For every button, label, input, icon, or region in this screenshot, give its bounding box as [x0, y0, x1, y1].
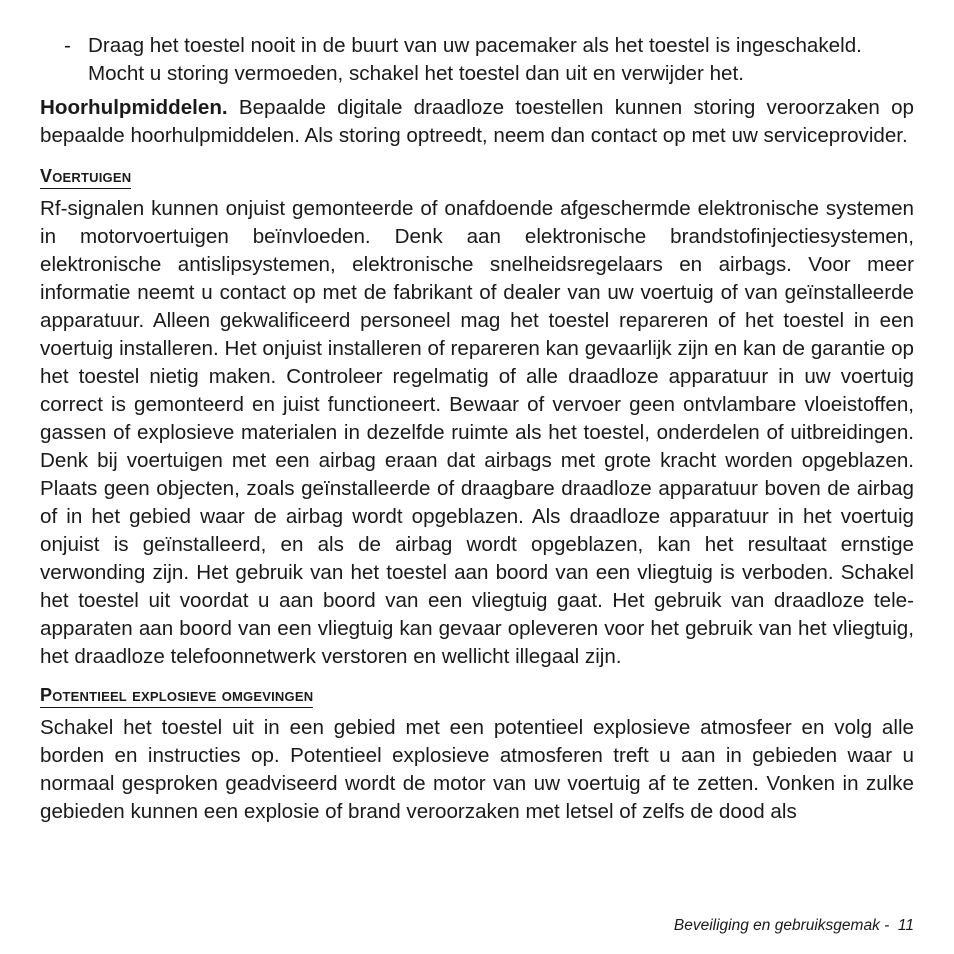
vehicles-heading: Voertuigen: [40, 165, 131, 189]
hearing-aids-lead: Hoorhulpmiddelen.: [40, 96, 228, 119]
bullet-text: Draag het toestel nooit in de buurt van uw pacemaker als het toestel is ingeschakeld. Mocht u storing vermoeden, schakel het toestel dan uit en verwijder het.: [88, 34, 862, 85]
hearing-aids-paragraph: [40, 94, 914, 150]
bullet-dash: -: [64, 34, 71, 57]
document-page: [40, 32, 914, 826]
page-footer: Beveiliging en gebruiksgemak - 11: [673, 917, 914, 934]
explosive-heading: Potentieel explosieve omgevingen: [40, 684, 313, 708]
hearing-aids-text: Bepaalde digitale draadloze toestellen kunnen storing veroorzaken op bepaalde hoorhulpmiddelen. Als storing optreedt, neem dan contact op met uw serviceprovider.: [40, 96, 914, 147]
explosive-paragraph: Schakel het toestel uit in een gebied met een potentieel explosieve atmosfeer en volg alle borden en instructies op. Potentieel explosieve atmosferen treft u aan in gebieden waar u normaal gesproken geadviseerd wordt de motor van uw voertuig af te zetten. Vonken in zulke gebieden kunnen een explosie of brand veroorzaken met letsel of zelfs de dood als: [40, 716, 914, 823]
pacemaker-bullet: [64, 32, 914, 88]
vehicles-paragraph: Rf-signalen kunnen onjuist gemonteerde of onafdoende afgeschermde elektronische systemen in motorvoertuigen beïnvloeden. Denk aan elektronische brandstofinjectiesystemen, elektronische antislipsystemen, elektronische snelheidsregelaars en airbags. Voor meer informatie neemt u contact op met de fabrikant of dealer van uw voertuig of van geïnstalleerde apparatuur. Alleen gekwalificeerd personeel mag het toestel repareren of het toestel in een voertuig installeren. Het onjuist installeren of repareren kan gevaarlijk zijn en kan de garantie op het toestel nietig maken. Controleer regelmatig of alle draadloze apparatuur in uw voertuig correct is gemonteerd en juist functioneert. Bewaar of vervoer geen ontvlambare vloeistoffen, gassen of explosieve materialen in dezelfde ruimte als het toestel, onderdelen of uitbreidingen. Denk bij voertuigen met een airbag eraan dat airbags met grote kracht worden opgeblazen. Plaats geen objecten, zoals geïnstalleerde of draagbare draadloze apparatuur boven de airbag of in het gebied waar de airbag wordt opgeblazen. Als draadloze apparatuur in het voertuig onjuist is geïnstalleerd, en als de airbag wordt opgeblazen, kan het resultaat ernstige verwonding zijn. Het gebruik van het toestel aan boord van een vliegtuig is verboden. Schakel het toestel uit voordat u aan boord van een vliegtuig gaat. Het gebruik van draadloze tele-apparaten aan boord van een vliegtuig kan gevaar opleveren voor het gebruik van het vliegtuig, het draadloze telefoonnetwerk verstoren en wellicht illegaal zijn.: [40, 197, 914, 668]
